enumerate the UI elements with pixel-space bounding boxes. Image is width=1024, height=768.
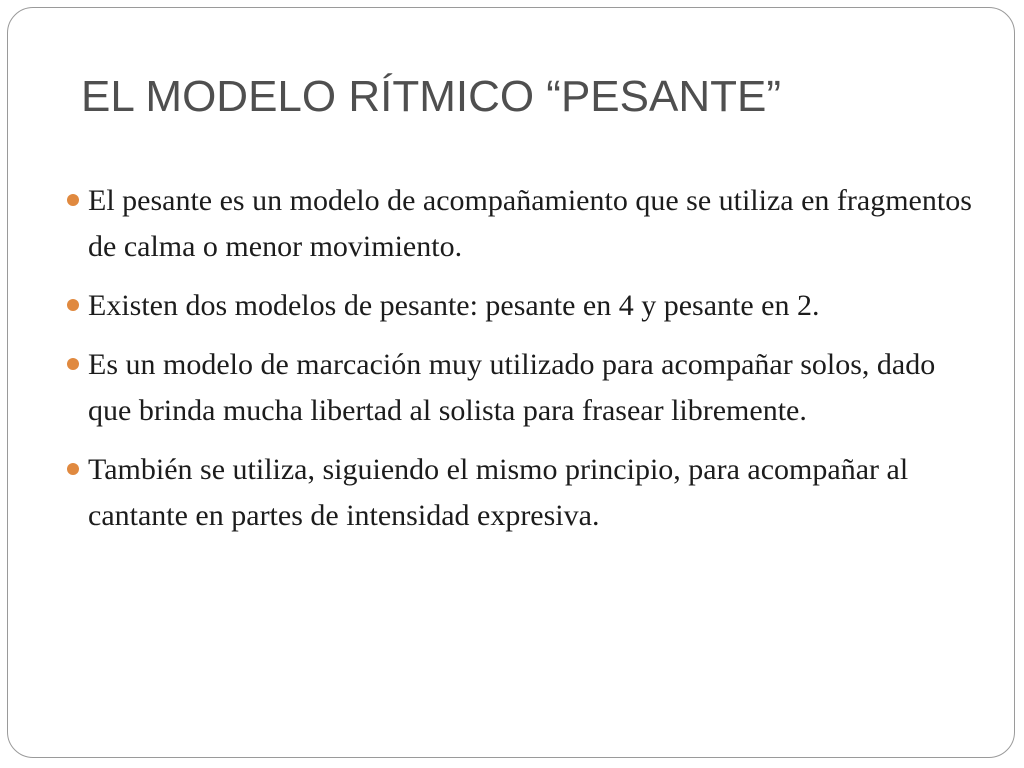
bullet-item: [67, 447, 972, 539]
bullet-text: El pesante es un modelo de acompañamiento que se utiliza en fragmentos de calma o menor movimiento.: [88, 184, 972, 263]
slide-title: EL MODELO RÍTMICO “PESANTE”: [81, 72, 782, 121]
bullet-text: También se utiliza, siguiendo el mismo principio, para acompañar al cantante en partes de intensidad expresiva.: [88, 453, 909, 532]
bullet-text: Es un modelo de marcación muy utilizado para acompañar solos, dado que brinda mucha libertad al solista para frasear libremente.: [88, 348, 936, 427]
bullet-list: [67, 178, 972, 552]
bullet-dot-icon: [67, 463, 79, 475]
bullet-dot-icon: [67, 358, 79, 370]
bullet-item: [67, 342, 972, 434]
slide: [7, 7, 1015, 758]
bullet-dot-icon: [67, 299, 79, 311]
bullet-text: Existen dos modelos de pesante: pesante en 4 y pesante en 2.: [88, 289, 820, 322]
bullet-item: [67, 283, 972, 329]
bullet-dot-icon: [67, 194, 79, 206]
bullet-item: [67, 178, 972, 270]
